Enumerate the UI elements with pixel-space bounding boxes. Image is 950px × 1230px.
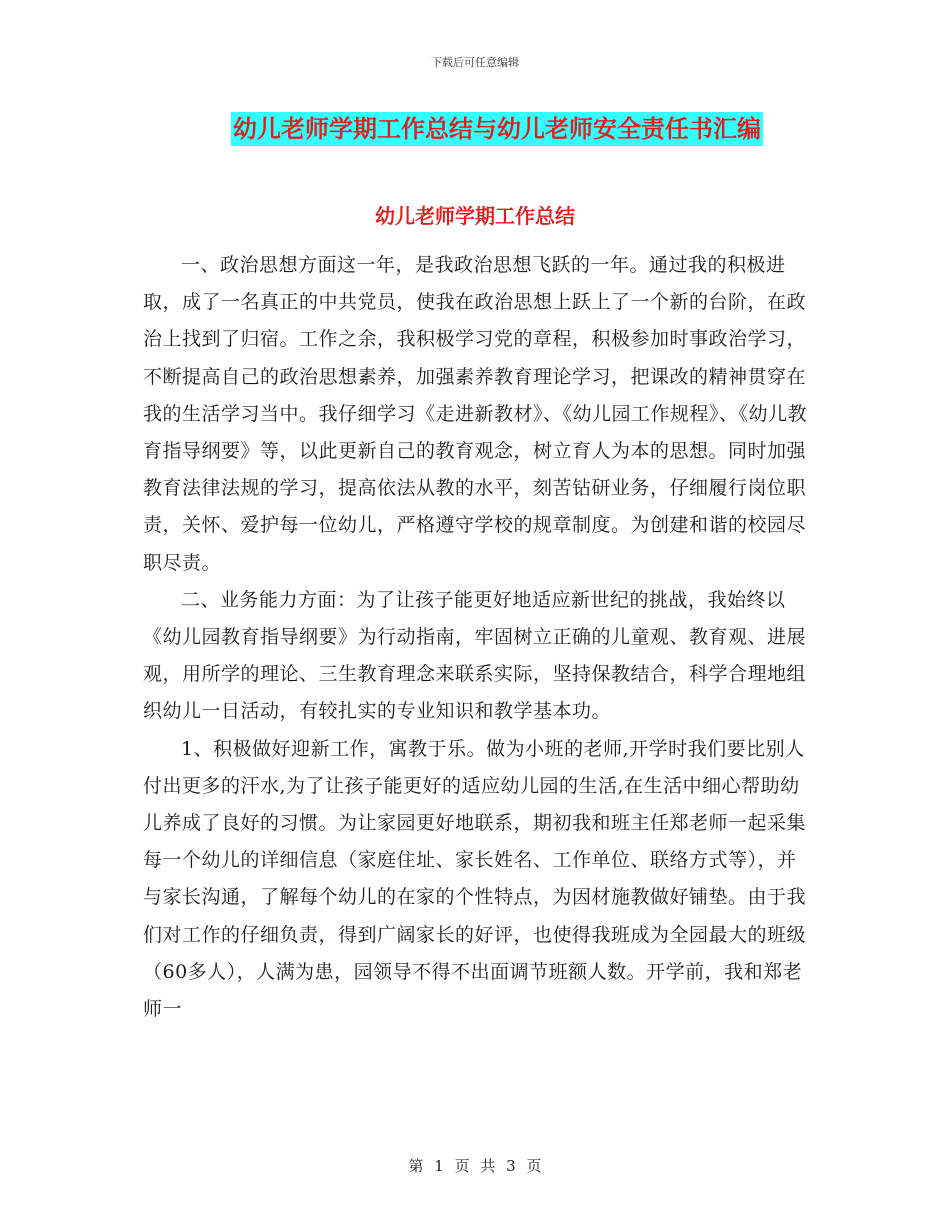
paragraph-business: 二、业务能力方面：为了让孩子能更好地适应新世纪的挑战，我始终以《幼儿园教育指导纲要》为行动指南，牢固树立正确的儿童观、教育观、进展观，用所学的理论、三生教育理念来联系实际，坚持保教结合，科学合理地组织幼儿一日活动，有较扎实的专业知识和教学基本功。 [143, 588, 807, 723]
page-footer: 第 1 页 共 3 页 [408, 1157, 542, 1175]
page-header-note: 下载后可任意编辑 [431, 56, 519, 69]
document-title: 幼儿老师学期工作总结与幼儿老师安全责任书汇编 [231, 112, 763, 146]
document-title-container [0, 112, 950, 146]
document-body [143, 247, 808, 1028]
paragraph-political: 一、政治思想方面这一年，是我政治思想飞跃的一年。通过我的积极进取，成了一名真正的中共党员，使我在政治思想上跃上了一个新的台阶，在政治上找到了归宿。工作之余，我积极学习党的章程，积极参加时事政治学习，不断提高自己的政治思想素养，加强素养教育理论学习，把课改的精神贯穿在我的生活学习当中。我仔细学习《走进新教材》、《幼儿园工作规程》、《幼儿教育指导纲要》等，以此更新自己的教育观念，树立育人为本的思想。同时加强教育法律法规的学习，提高依法从教的水平，刻苦钻研业务，仔细履行岗位职责，关怀、爱护每一位幼儿，严格遵守学校的规章制度。为创建和谐的校园尽职尽责。 [143, 254, 808, 574]
section-title: 幼儿老师学期工作总结 [375, 204, 575, 228]
paragraph-welcome-work: 1、积极做好迎新工作，寓教于乐。做为小班的老师,开学时我们要比别人付出更多的汗水,为了让孩子能更好的适应幼儿园的生活,在生活中细心帮助幼儿养成了良好的习惯。为让家园更好地联系，期初我和班主任郑老师一起采集每一个幼儿的详细信息（家庭住址、家长姓名、工作单位、联络方式等），并与家长沟通，了解每个幼儿的在家的个性特点，为因材施教做好铺垫。由于我们对工作的仔细负责，得到广阔家长的好评，也使得我班成为全园最大的班级（60多人），人满为患，园领导不得不出面调节班额人数。开学前，我和郑老师一 [143, 737, 807, 1021]
